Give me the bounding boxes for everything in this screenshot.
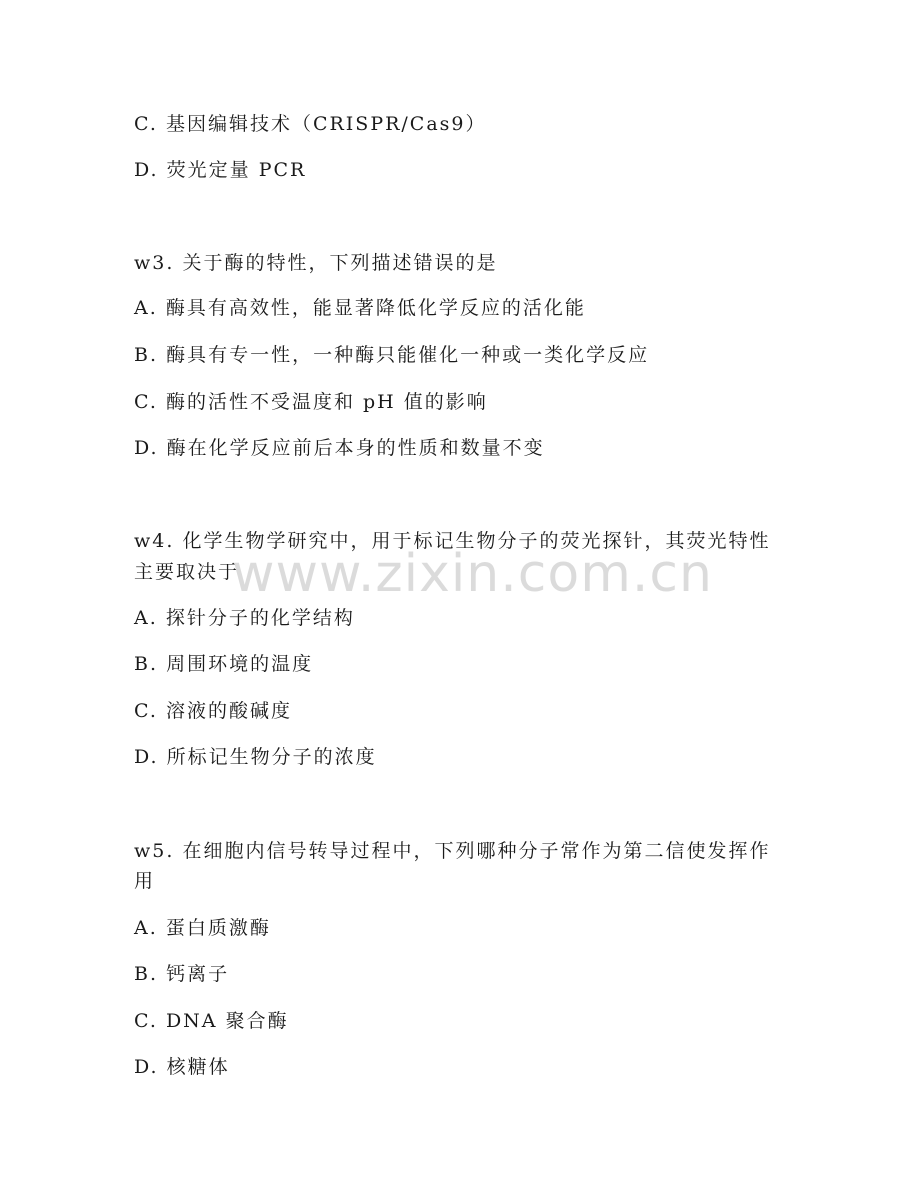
- option-text: 荧光定量 PCR: [166, 159, 307, 181]
- option-label: C.: [134, 700, 158, 722]
- q4-stem-line-2: [134, 560, 239, 584]
- question-text-continued: 用: [134, 870, 156, 892]
- option-label: B.: [134, 344, 159, 366]
- question-text: 化学生物学研究中，用于标记生物分子的荧光探针，其荧光特性: [182, 530, 771, 552]
- option-label: B.: [134, 653, 159, 675]
- option-text: 酶在化学反应前后本身的性质和数量不变: [166, 437, 545, 459]
- q3-option-d: [134, 436, 545, 460]
- option-text: 酶具有专一性，一种酶只能催化一种或一类化学反应: [166, 344, 650, 366]
- q5-option-d: [134, 1055, 230, 1079]
- option-text: 所标记生物分子的浓度: [166, 746, 377, 768]
- option-label: D.: [134, 746, 159, 768]
- question-text: 关于酶的特性，下列描述错误的是: [182, 252, 498, 274]
- question-text-continued: 主要取决于: [134, 561, 240, 583]
- q3-stem: [134, 251, 497, 275]
- option-text: 核糖体: [166, 1056, 230, 1078]
- option-label: A.: [134, 297, 158, 319]
- option-text: 周围环境的温度: [166, 653, 314, 675]
- q5-option-b: [134, 962, 229, 986]
- option-text: 基因编辑技术（CRISPR/Cas9）: [165, 113, 487, 135]
- q5-option-a: [134, 916, 271, 940]
- option-text: 探针分子的化学结构: [165, 607, 355, 629]
- option-label: A.: [134, 917, 158, 939]
- option-label: A.: [134, 607, 158, 629]
- q5-option-c: [134, 1009, 289, 1033]
- option-label: C.: [134, 1010, 158, 1032]
- q3-option-c: [134, 390, 488, 414]
- question-number: w5.: [134, 840, 175, 862]
- q2-option-c: [134, 112, 487, 136]
- option-label: D.: [134, 159, 159, 181]
- q5-stem-line-1: [134, 839, 770, 863]
- option-text: 酶具有高效性，能显著降低化学反应的活化能: [165, 297, 586, 319]
- question-number: w3.: [134, 252, 175, 274]
- option-label: B.: [134, 963, 159, 985]
- q5-stem-line-2: [134, 869, 155, 893]
- question-number: w4.: [134, 530, 175, 552]
- option-label: D.: [134, 437, 159, 459]
- option-text: 酶的活性不受温度和 pH 值的影响: [165, 391, 488, 413]
- q4-option-c: [134, 699, 292, 723]
- option-text: 蛋白质激酶: [165, 917, 271, 939]
- q3-option-b: [134, 343, 649, 367]
- q2-option-d: [134, 158, 306, 182]
- q4-option-d: [134, 745, 377, 769]
- option-label: D.: [134, 1056, 159, 1078]
- option-label: C.: [134, 113, 158, 135]
- question-text: 在细胞内信号转导过程中，下列哪种分子常作为第二信使发挥作: [182, 840, 771, 862]
- option-text: DNA 聚合酶: [165, 1010, 289, 1032]
- q3-option-a: [134, 296, 586, 320]
- option-text: 钙离子: [166, 963, 230, 985]
- option-text: 溶液的酸碱度: [165, 700, 292, 722]
- q4-option-b: [134, 652, 313, 676]
- option-label: C.: [134, 391, 158, 413]
- watermark-text: www.zixin.com.cn: [232, 544, 713, 604]
- q4-option-a: [134, 606, 355, 630]
